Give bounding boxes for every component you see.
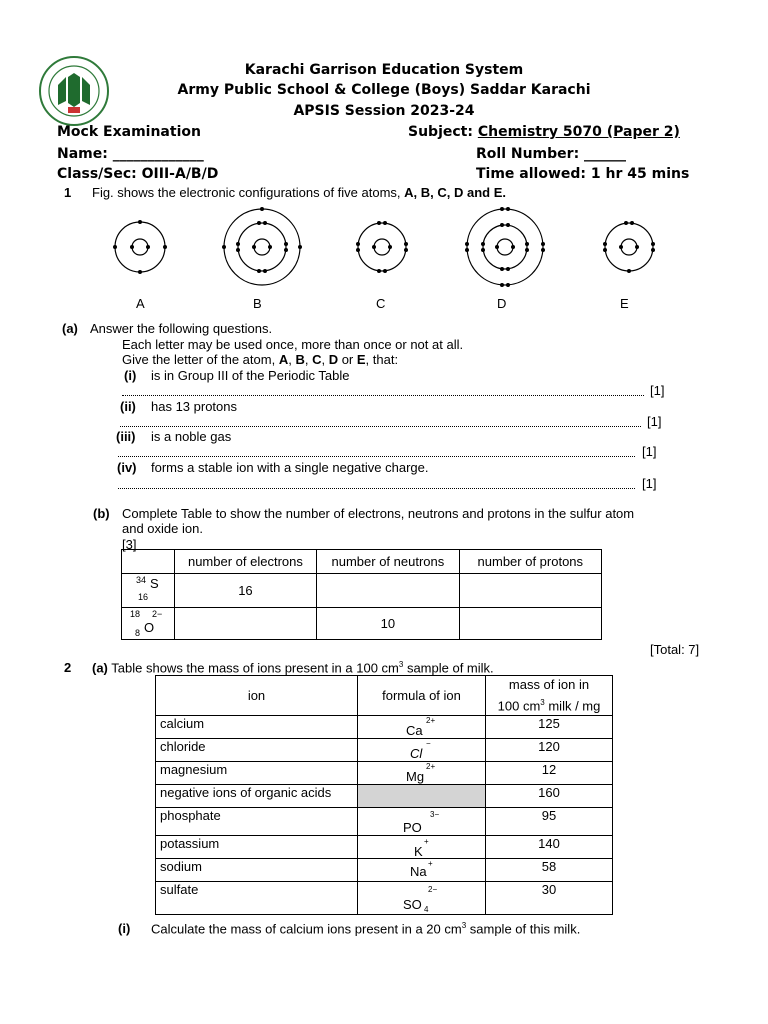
part-iv-label: (iv)	[117, 460, 137, 475]
part-2-i-label: (i)	[118, 921, 131, 936]
part-i-text: is in Group III of the Periodic Table	[151, 368, 350, 383]
part-b-mark: [3]	[122, 537, 137, 552]
part-iii-label: (iii)	[116, 429, 136, 444]
part-iii-text: is a noble gas	[151, 429, 232, 444]
atom-diagrams	[0, 200, 768, 290]
atom-a	[115, 222, 165, 272]
exam-title: Mock Examination	[57, 124, 201, 140]
part-b-label: (b)	[93, 506, 110, 521]
part-i-label: (i)	[124, 368, 137, 383]
formula-cell: Na +	[358, 859, 486, 882]
time-allowed: Time allowed: 1 hr 45 mins	[476, 166, 690, 182]
formula-cell-shaded	[358, 785, 486, 808]
atom-label-e: E	[620, 296, 629, 311]
table-row: magnesium Mg 2+ 12	[156, 762, 613, 785]
oxide-protons[interactable]	[459, 608, 601, 640]
milk-ions-table	[155, 675, 613, 915]
table-row: negative ions of organic acids 160	[156, 785, 613, 808]
atom-d	[467, 209, 543, 285]
table-row: phosphate PO 3− 95	[156, 808, 613, 836]
atom-label-c: C	[376, 296, 386, 311]
name-field: Name: _____________	[57, 146, 204, 162]
oxide-symbol: 18 2− O 8	[122, 608, 175, 640]
table-row: calcium Ca 2+ 125	[156, 716, 613, 739]
col-electrons: number of electrons	[174, 550, 316, 574]
header-line-3: APSIS Session 2023-24	[293, 103, 475, 119]
formula-cell: PO 3−	[358, 808, 486, 836]
q1-total: [Total: 7]	[650, 642, 700, 657]
atom-label-d: D	[497, 296, 507, 311]
atom-label-a: A	[136, 296, 145, 311]
oxide-neutrons[interactable]: 10	[317, 608, 459, 640]
atom-e	[605, 223, 653, 271]
col-mass: mass of ion in 100 $cm^3$ milk / mg	[486, 676, 613, 716]
part-a-intro: Answer the following questions.	[90, 321, 273, 336]
answer-line-iv[interactable]	[118, 488, 635, 489]
col-neutrons: number of neutrons	[317, 550, 459, 574]
sulfur-neutrons[interactable]	[317, 574, 459, 608]
q2-stem: (a) Table shows the mass of ions present in a 100 $cm^3$ sample of milk.	[92, 660, 494, 676]
q1-stem: Fig. shows the electronic configurations of five atoms, A, B, C, D and E.	[92, 185, 506, 200]
part-b-line2: and oxide ion.	[122, 521, 203, 536]
answer-line-i[interactable]	[122, 395, 644, 396]
sulfur-symbol: 34 S 16	[122, 574, 175, 608]
atom-label-b: B	[253, 296, 262, 311]
q1-number: 1	[64, 185, 72, 200]
part-ii-text: has 13 protons	[151, 399, 238, 414]
table-row: potassium K + 140	[156, 836, 613, 859]
table-row: chloride Cl − 120	[156, 739, 613, 762]
sulfur-electrons[interactable]: 16	[174, 574, 316, 608]
roll-field: Roll Number: ______	[476, 146, 627, 162]
formula-cell: SO 4 2−	[358, 882, 486, 915]
atom-c	[358, 223, 406, 271]
col-protons: number of protons	[459, 550, 601, 574]
table-row: sodium Na + 58	[156, 859, 613, 882]
q2-number: 2	[64, 660, 72, 675]
part-2-i-text: Calculate the mass of calcium ions present in a 20 $cm^3$ sample of this milk.	[151, 921, 581, 937]
mark-iii: [1]	[642, 444, 657, 459]
oxide-electrons[interactable]	[174, 608, 316, 640]
part-ii-label: (ii)	[120, 399, 136, 414]
col-formula: formula of ion	[358, 676, 486, 716]
formula-cell: Ca 2+	[358, 716, 486, 739]
answer-line-iii[interactable]	[118, 456, 635, 457]
part-a-line2: Give the letter of the atom, A, B, C, D or E, that:	[122, 352, 399, 367]
part-a-line1: Each letter may be used once, more than once or not at all.	[122, 337, 464, 352]
part-a-label: (a)	[62, 321, 78, 336]
header-line-1: Karachi Garrison Education System	[244, 62, 524, 78]
answer-line-ii[interactable]	[120, 426, 641, 427]
formula-cell: K +	[358, 836, 486, 859]
table-row: sulfate SO 4 2− 30	[156, 882, 613, 915]
part-b-line1: Complete Table to show the number of electrons, neutrons and protons in the sulfur atom	[122, 506, 635, 521]
particles-table	[121, 549, 602, 640]
header-line-2: Army Public School & College (Boys) Saddar Karachi	[177, 82, 591, 98]
mark-iv: [1]	[642, 476, 657, 491]
mark-i: [1]	[650, 383, 665, 398]
mark-ii: [1]	[647, 414, 662, 429]
formula-cell: Cl −	[358, 739, 486, 762]
subject: Subject: Chemistry 5070 (Paper 2)	[408, 124, 680, 140]
formula-cell: Mg 2+	[358, 762, 486, 785]
class-field: Class/Sec: OIII-A/B/D	[57, 166, 219, 182]
atom-b	[224, 209, 300, 285]
sulfur-protons[interactable]	[459, 574, 601, 608]
col-ion: ion	[156, 676, 358, 716]
part-iv-text: forms a stable ion with a single negative charge.	[151, 460, 429, 475]
